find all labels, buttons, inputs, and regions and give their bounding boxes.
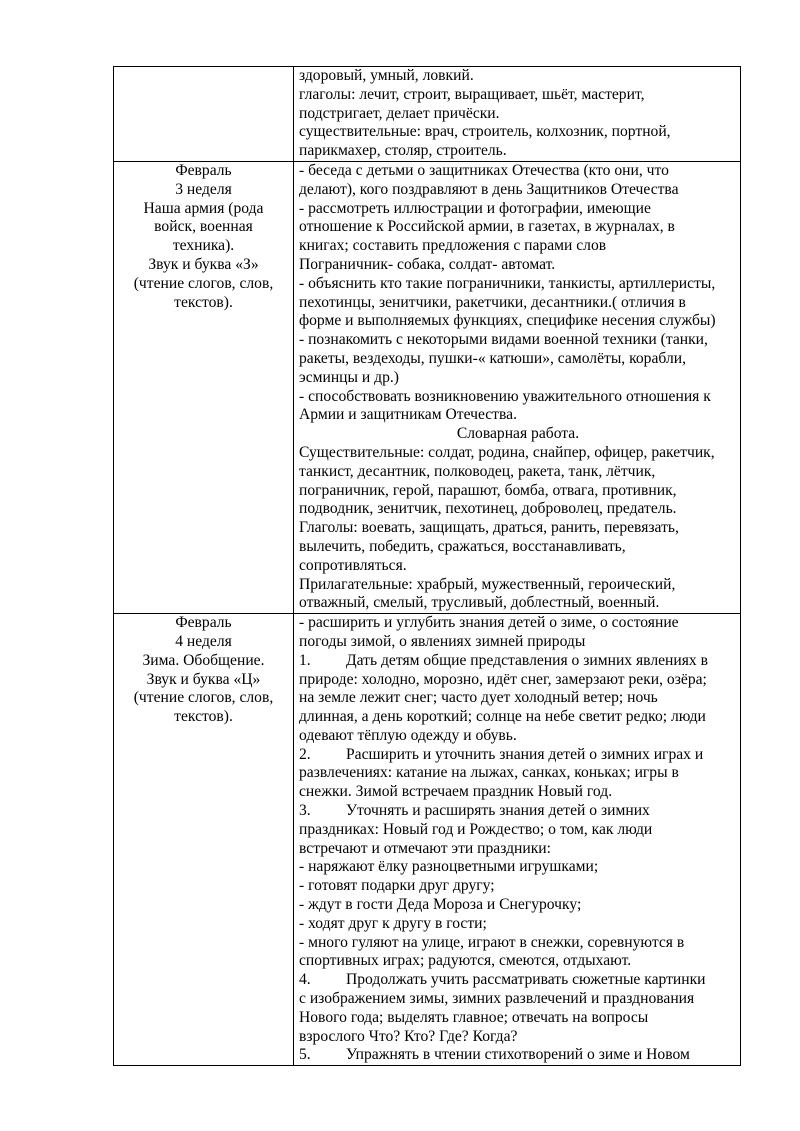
list-text: Упражнять в чтении стихотворений о зиме и Новом [346, 1046, 690, 1064]
content-line: Пограничник- собака, солдат- автомат. [299, 255, 556, 273]
topic-line: Звук и буква «З» [148, 255, 259, 273]
content-line: подстригает, делает причёски. [299, 104, 500, 122]
content-line: здоровый, умный, ловкий. [299, 67, 474, 84]
topic-line: техника). [172, 237, 235, 255]
list-number: 2. [299, 745, 311, 763]
content-line: - беседа с детьми о защитниках Отечества (кто они, что [299, 161, 669, 179]
content-line: длинная, а день короткий; солнце на небе светит редко; люди [299, 708, 706, 726]
content-line: Глаголы: воевать, защищать, драться, ранить, перевязать, [299, 519, 679, 537]
content-line: - объяснить кто такие пограничники, танкисты, артиллеристы, [299, 274, 716, 292]
content-line: - много гуляют на улице, играют в снежки, соревнуются в [299, 933, 685, 951]
content-line: Нового года; выделять главное; отвечать на вопросы [299, 1008, 649, 1026]
content-line: природе: холодно, морозно, идёт снег, замерзают реки, озёра; [299, 670, 707, 688]
lesson-plan-table [113, 66, 741, 1066]
content-line: сопротивляться. [299, 556, 407, 574]
content-line: - рассмотреть иллюстрации и фотографии, имеющие [299, 199, 651, 217]
content-line: на земле лежит снег; часто дует холодный ветер; ночь [299, 689, 658, 707]
content-line: спортивных играх; радуются, смеются, отдыхают. [299, 952, 632, 970]
list-number: 1. [299, 651, 311, 669]
content-line: встречают и отмечают эти праздники: [299, 839, 551, 857]
topic-line: текстов). [174, 293, 233, 311]
content-line: взрослого Что? Кто? Где? Когда? [299, 1027, 518, 1045]
topic-line: (чтение слогов, слов, [133, 274, 274, 292]
content-line: Армии и защитникам Отечества. [299, 406, 517, 424]
content-line: - расширить и углубить знания детей о зиме, о состояние [299, 614, 679, 632]
content-cell [294, 614, 741, 1066]
list-number: 4. [299, 971, 311, 989]
content-line: - способствовать возникновению уважительного отношения к [299, 387, 711, 405]
topic-line: 3 неделя [175, 180, 232, 198]
content-line [299, 652, 737, 671]
content-line: танкист, десантник, полководец, ракета, танк, лётчик, [299, 462, 656, 480]
topic-line: текстов). [174, 708, 233, 726]
topic-line: 4 неделя [175, 632, 232, 650]
list-text: Дать детям общие представления о зимних явлениях в [346, 651, 708, 669]
content-line: вылечить, победить, сражаться, восстанавливать, [299, 537, 626, 555]
content-line: форме и выполняемых функциях, специфике несения службы) [299, 312, 716, 330]
content-line: подводник, зенитчик, пехотинец, доброволец, предатель. [299, 500, 677, 518]
content-line: пехотинцы, зенитчики, ракетчики, десантники.( отличия в [299, 293, 686, 311]
content-line: Существительные: солдат, родина, снайпер, офицер, ракетчик, [299, 443, 715, 461]
content-line: эсминцы и др.) [299, 368, 399, 386]
topic-line: Наша армия (рода [143, 199, 264, 217]
content-cell [294, 161, 741, 613]
content-line: делают), кого поздравляют в день Защитников Отечества [299, 180, 679, 198]
content-line: Прилагательные: храбрый, мужественный, героический, [299, 575, 676, 593]
content-line: праздниках: Новый год и Рождество; о том, как люди [299, 820, 653, 838]
list-number: 5. [299, 1046, 311, 1064]
topic-cell [114, 67, 294, 162]
topic-cell [114, 614, 294, 1066]
content-line: - готовят подарки друг другу; [299, 877, 495, 895]
topic-cell [114, 161, 294, 613]
content-line [299, 1046, 737, 1065]
content-line: - ходят друг к другу в гости; [299, 914, 487, 932]
content-line [299, 971, 737, 990]
content-line: отношение к Российской армии, в газетах, в журналах, в [299, 218, 675, 236]
list-text: Продолжать учить рассматривать сюжетные картинки [346, 971, 706, 989]
content-line: с изображением зимы, зимних развлечений и празднования [299, 990, 695, 1008]
table-row [114, 67, 741, 162]
content-line: существительные: врач, строитель, колхозник, портной, [299, 123, 671, 141]
content-line: книгах; составить предложения с парами слов [299, 237, 607, 255]
content-line: - ждут в гости Деда Мороза и Снегурочку; [299, 896, 582, 914]
content-line [299, 802, 737, 821]
content-line: одевают тёплую одежду и обувь. [299, 726, 517, 744]
table-row [114, 161, 741, 613]
topic-line: войск, военная [154, 218, 253, 236]
content-line: парикмахер, столяр, строитель. [299, 142, 507, 160]
content-line: - познакомить с некоторыми видами военной техники (танки, [299, 331, 708, 349]
table-row [114, 614, 741, 1066]
content-cell [294, 67, 741, 162]
content-line: отважный, смелый, трусливый, доблестный, военный. [299, 594, 660, 612]
content-line [299, 746, 737, 765]
content-line: глаголы: лечит, строит, выращивает, шьёт, мастерит, [299, 85, 645, 103]
content-line: погоды зимой, о явлениях зимней природы [299, 632, 586, 650]
list-number: 3. [299, 802, 311, 820]
topic-line: Февраль [175, 614, 232, 632]
topic-line: (чтение слогов, слов, [133, 689, 274, 707]
content-line: снежки. Зимой встречаем праздник Новый год. [299, 783, 613, 801]
topic-line: Звук и буква «Ц» [146, 670, 261, 688]
content-line: Словарная работа. [456, 425, 580, 443]
content-line: пограничник, герой, парашют, бомба, отвага, противник, [299, 481, 677, 499]
list-text: Расширить и уточнить знания детей о зимних играх и [346, 745, 704, 763]
list-text: Уточнять и расширять знания детей о зимних [346, 802, 650, 820]
content-line: ракеты, вездеходы, пушки-« катюши», самолёты, корабли, [299, 349, 686, 367]
topic-line: Зима. Обобщение. [142, 651, 265, 669]
content-line: - наряжают ёлку разноцветными игрушками; [299, 858, 599, 876]
topic-line: Февраль [175, 161, 232, 179]
content-line: развлечениях: катание на лыжах, санках, коньках; игры в [299, 764, 679, 782]
